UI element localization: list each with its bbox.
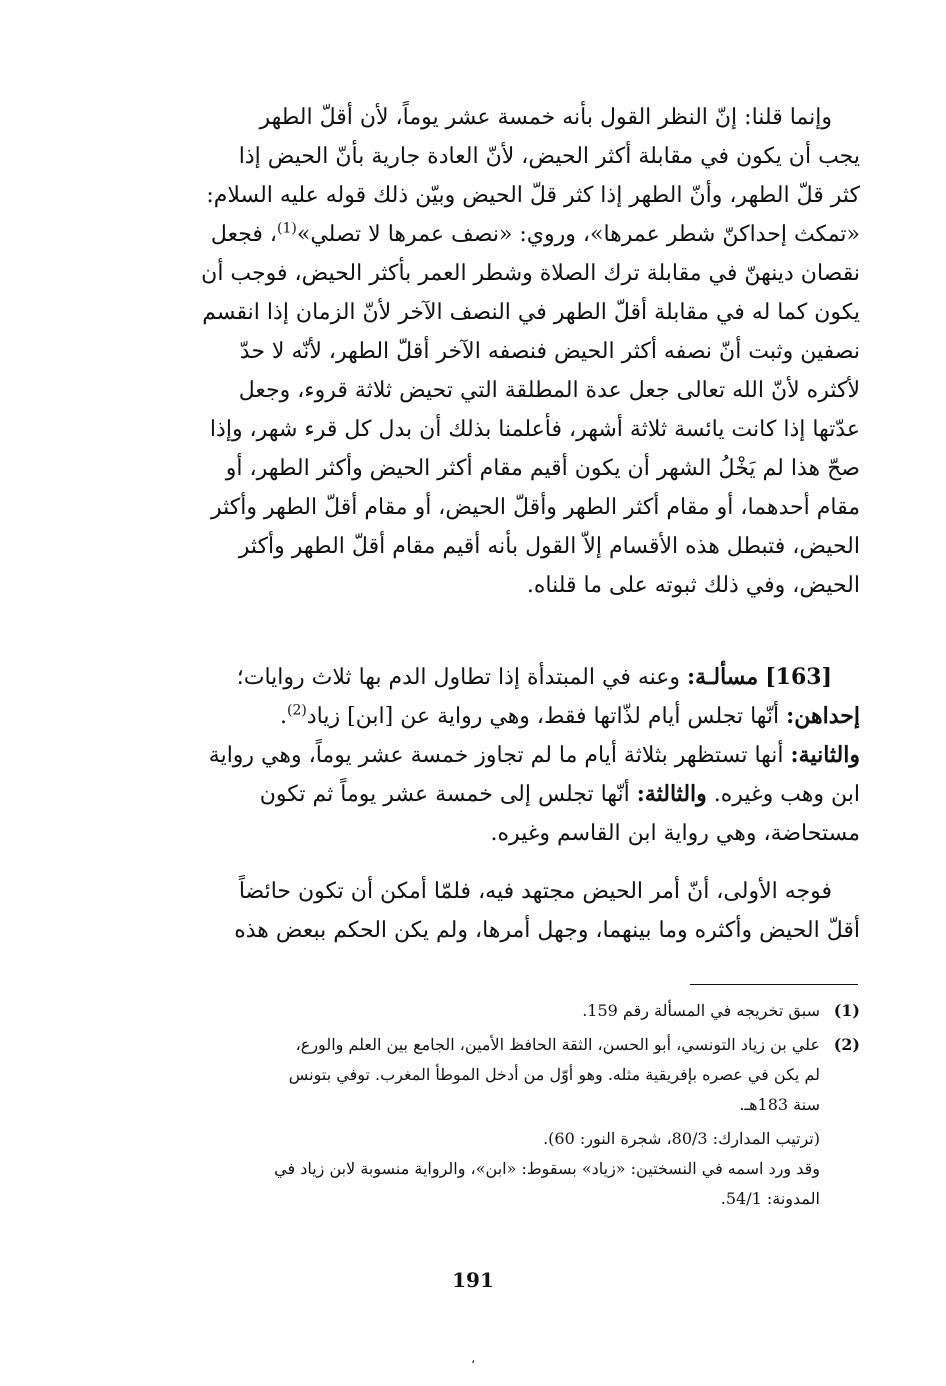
second-narration-label: والثانية: <box>790 742 860 768</box>
footnote-line: (ترتيب المدارك: 80/3، شجرة النور: 60). <box>543 1129 820 1148</box>
text-line: مستحاضة، وهي رواية ابن القاسم وغيره. <box>490 821 860 846</box>
footnote-number: (2) <box>833 1035 860 1054</box>
text-line: الحيض، فتبطل هذه الأقسام إلاّ القول بأنه أقيم مقام أقلّ الطهر وأكثر <box>238 534 860 559</box>
third-narration-label: والثالثة: <box>636 781 707 807</box>
text-line: عدّتها إذا كانت يائسة ثلاثة أشهر، فأعلمنا بذلك أن بدل كل قرء شهر، وإذا <box>209 417 860 442</box>
masala-label: مسألـة: <box>687 664 759 690</box>
text-line: يكون كما له في مقابلة أقلّ الطهر في النصف الآخر لأنّ الزمان إذا انقسم <box>202 300 860 325</box>
text-line: يجب أن يكون في مقابلة أكثر الحيض، لأنّ العادة جارية بأنّ الحيض إذا <box>238 144 860 169</box>
first-narration-label: إحداهن: <box>786 703 860 729</box>
text-line: نصفين وثبت أنّ نصفه أكثر الحيض فنصفه الآخر أقلّ الطهر، لأنّه لا حدّ <box>239 339 860 364</box>
text-line <box>160 697 860 736</box>
footnote-line: علي بن زياد التونسي، أبو الحسن، الثقة الحافظ الأمين، الجامع بين العلم والورع، <box>295 1035 820 1054</box>
footnote-ref-1[interactable]: (1) <box>277 220 297 237</box>
footnote-number: (1) <box>833 1001 860 1020</box>
text-line: كثر قلّ الطهر، وأنّ الطهر إذا كثر قلّ الحيض وبيّن ذلك قوله عليه السلام: <box>206 183 860 208</box>
footnote-ref-2[interactable]: (2) <box>286 702 307 719</box>
footnote-1 <box>160 996 860 1026</box>
text-segment: أنّها تجلس أيام لذّاتها فقط، وهي رواية عن [ابن] زياد <box>306 704 780 729</box>
paragraph-masala-163 <box>160 658 860 853</box>
text-line: أقلّ الحيض وأكثره وما بينهما، وجهل أمرها، ولم يكن الحكم ببعض هذه <box>234 918 860 943</box>
text-line: صحّ هذا لم يَخْلُ الشهر أن يكون أقيم مقام أكثر الحيض وأكثر الطهر، أو <box>225 456 860 481</box>
bottom-mark: ، <box>471 1352 475 1366</box>
footnote-separator <box>690 984 858 985</box>
text-segment: . <box>279 704 287 729</box>
text-line: فوجه الأولى، أنّ أمر الحيض مجتهد فيه، فلمّا أمكن أن تكون حائضاً <box>238 879 832 904</box>
text-line <box>160 736 860 775</box>
text-segment: أنها تستظهر بثلاثة أيام ما لم تجاوز خمسة عشر يوماً، وهي رواية <box>208 743 784 768</box>
page-number: 191 <box>452 1268 494 1292</box>
text-tail: ، فجعل <box>210 222 278 247</box>
text-segment: أنّها تجلس إلى خمسة عشر يوماً ثم تكون <box>259 782 630 807</box>
footnotes <box>160 996 860 1214</box>
text-line: لأكثره لأنّ الله تعالى جعل عدة المطلقة التي تحيض ثلاثة قروء، وجعل <box>238 378 860 403</box>
text-line: نقصان دينهنّ في مقابلة ترك الصلاة وشطر العمر بأكثر الحيض، فوجب أن <box>201 261 860 286</box>
text-line <box>160 658 860 697</box>
text-line <box>160 775 860 814</box>
paragraph-3 <box>160 872 860 950</box>
text-line: وإنما قلنا: إنّ النظر القول بأنه خمسة عشر يوماً، لأن أقلّ الطهر <box>259 105 832 130</box>
hadith-quote: «تمكث إحداكنّ شطر عمرها»، وروي: «نصف عمرها لا تصلي» <box>296 222 860 247</box>
footnote-text <box>160 1030 820 1120</box>
text-segment: ابن وهب وغيره. <box>713 782 860 807</box>
text-line: مقام أحدهما، أو مقام أكثر الطهر وأقلّ الحيض، أو مقام أقلّ الطهر وأكثر <box>210 495 860 520</box>
footnote-2-reference <box>160 1124 860 1154</box>
text-line: الحيض، وفي ذلك ثبوته على ما قلناه. <box>526 573 860 598</box>
footnote-line: سنة 183هـ. <box>739 1095 820 1114</box>
footnote-text: سبق تخريجه في المسألة رقم 159. <box>582 1001 820 1020</box>
footnote-line: وقد ورد اسمه في النسختين: «زياد» بسقوط: «ابن»، والرواية منسوبة لابن زياد في <box>274 1159 820 1178</box>
text-segment: وعنه في المبتدأة إذا تطاول الدم بها ثلاث روايات؛ <box>236 665 681 690</box>
paragraph-1 <box>160 98 860 605</box>
footnote-line: لم يكن في عصره بإفريقية مثله. وهو أوّل من أدخل الموطأ المغرب. توفي بتونس <box>288 1065 820 1084</box>
masala-number: [163] <box>765 664 832 690</box>
footnote-line: المدونة: 54/1. <box>720 1189 820 1208</box>
footnote-2-note <box>160 1154 860 1214</box>
footnote-2 <box>160 1030 860 1120</box>
text-line <box>160 215 860 254</box>
